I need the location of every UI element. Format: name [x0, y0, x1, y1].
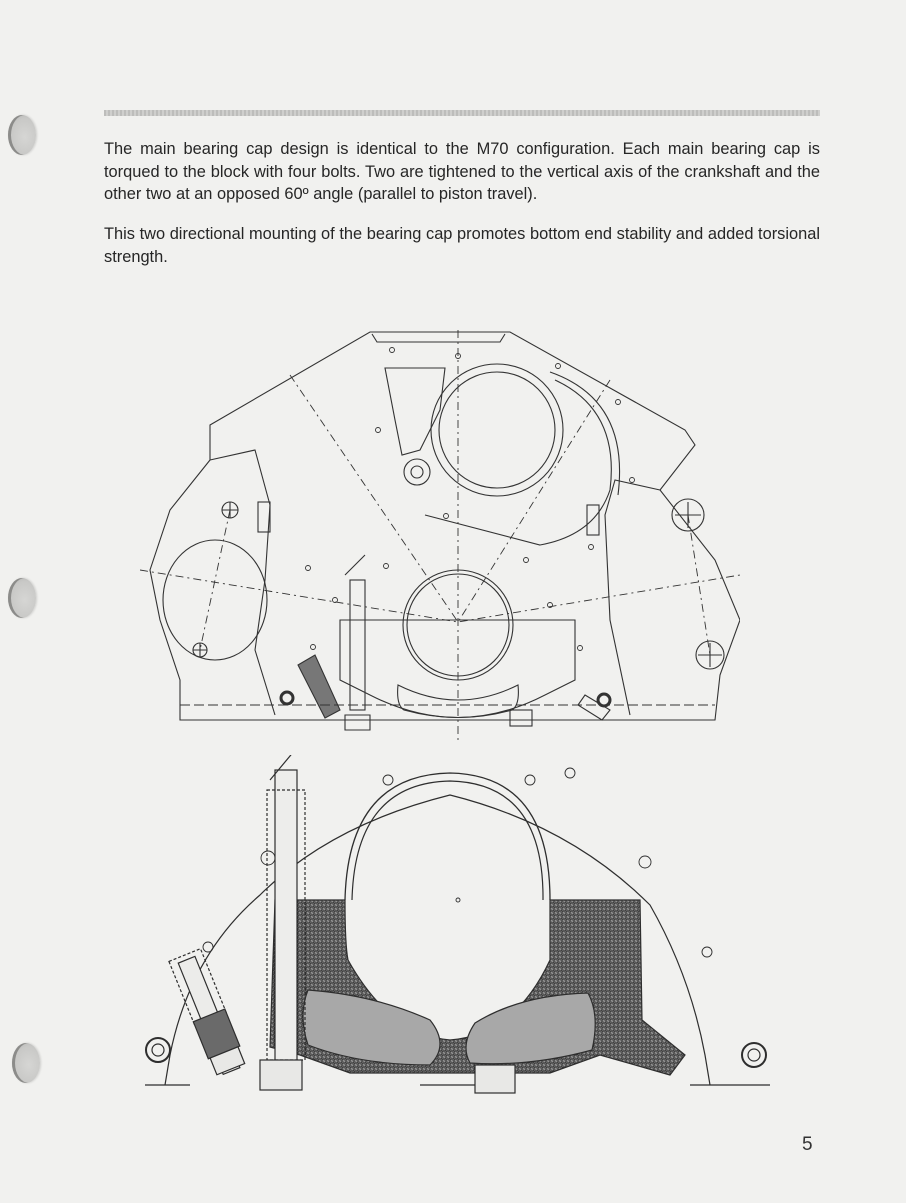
- engine-block-cross-section-figure: [140, 320, 740, 740]
- binder-hole-bottom: [12, 1043, 40, 1083]
- main-bearing-cap-detail-figure: [130, 755, 790, 1100]
- paragraph-mounting-stability: This two directional mounting of the bearing cap promotes bottom end stability and added torsional strength.: [104, 225, 820, 266]
- binder-hole-top: [8, 115, 36, 155]
- paragraph-bearing-cap-design: The main bearing cap design is identical to the M70 configuration. Each main bearing cap is torqued to the block with four bolts. Two are tightened to the vertical axis of the crankshaft and the other two at an opposed 60º angle (parallel to piston travel).: [104, 140, 820, 203]
- header-rule: [104, 110, 820, 116]
- binder-hole-middle: [8, 578, 36, 618]
- page-number: 5: [802, 1134, 813, 1155]
